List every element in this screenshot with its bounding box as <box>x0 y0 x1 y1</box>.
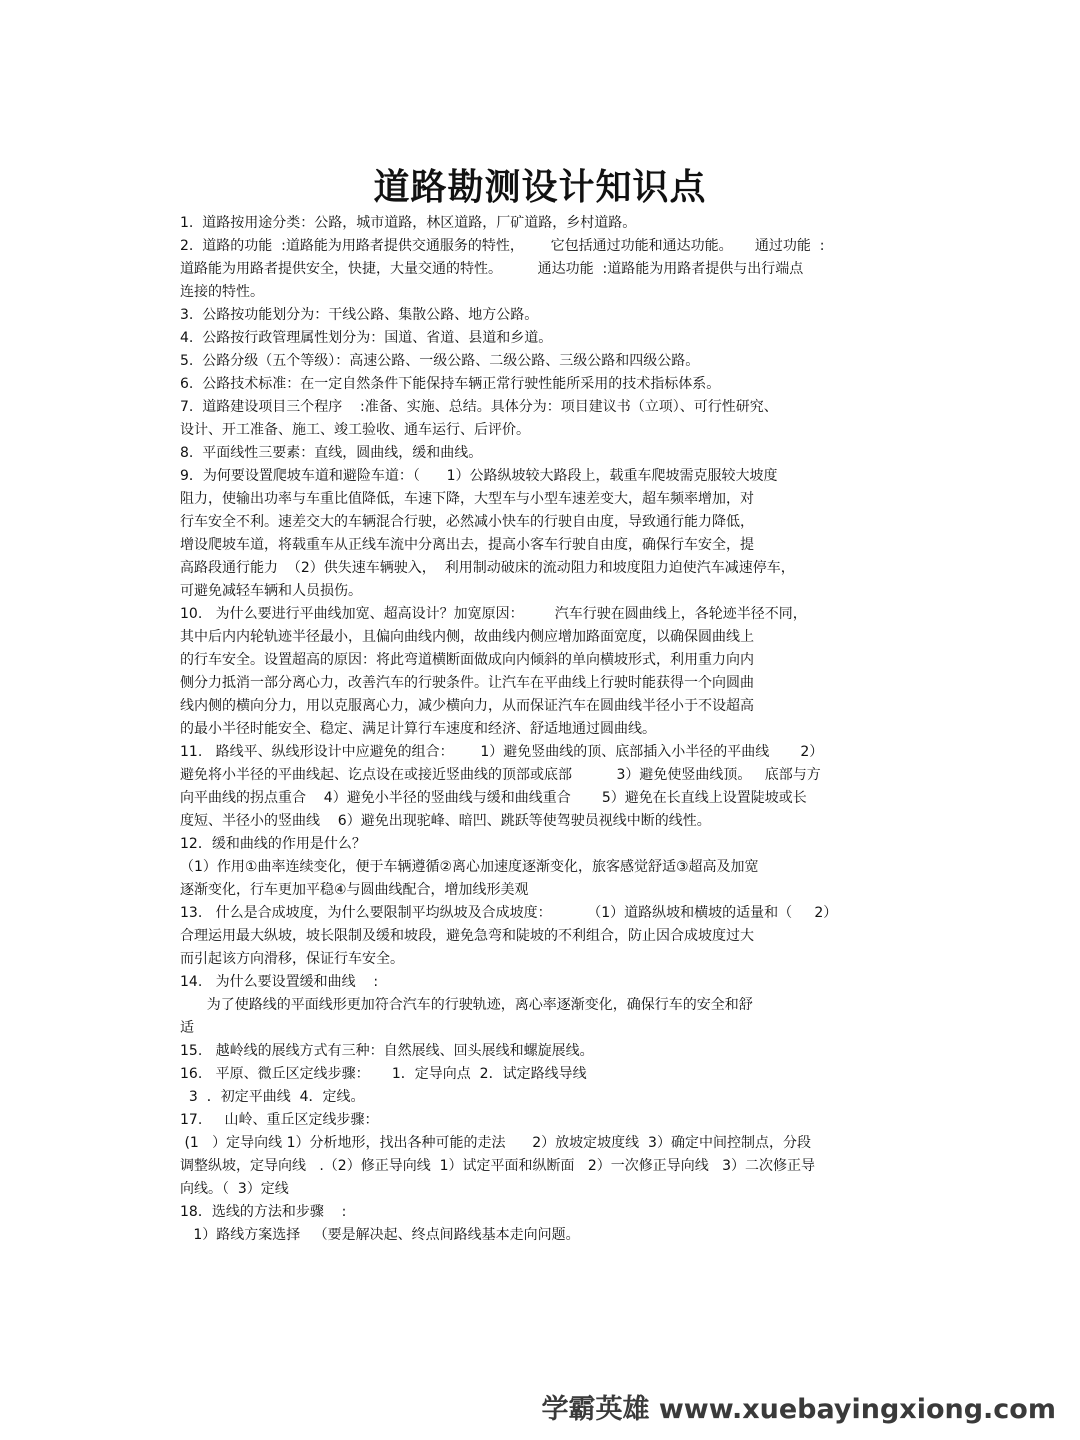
text-line: 11. 路线平、纵线形设计中应避免的组合： 1）避免竖曲线的顶、底部插入小半径的平曲线 2） <box>180 744 824 760</box>
text-line: 连接的特性。 <box>180 284 264 300</box>
text-line: 14. 为什么要设置缓和曲线 : <box>180 974 379 990</box>
page-title: 道路勘测设计知识点 <box>373 167 707 208</box>
text-line: 10. 为什么要进行平曲线加宽、超高设计？加宽原因： 汽车行驶在圆曲线上，各轮迹半径不同， <box>180 606 807 622</box>
text-line: 向平曲线的拐点重合 4）避免小半径的竖曲线与缓和曲线重合 5）避免在长直线上设置陡坡或长 <box>180 790 807 806</box>
text-line: 调整纵坡，定导向线 .（2）修正导向线 1）试定平面和纵断面 2）一次修正导向线 3）二次修正导 <box>180 1158 816 1174</box>
text-line: 可避免减轻车辆和人员损伤。 <box>180 583 362 599</box>
document-body <box>180 212 920 1247</box>
text-line: 18．选线的方法和步骤 : <box>180 1204 347 1220</box>
text-line: 逐渐变化，行车更加平稳④与圆曲线配合，增加线形美观 <box>180 882 529 898</box>
text-line: (1 ）定导向线 1）分析地形，找出各种可能的走法 2）放坡定坡度线 3）确定中间控制点，分段 <box>180 1135 811 1151</box>
text-line: 的行车安全。设置超高的原因：将此弯道横断面做成向内倾斜的单向横坡形式，利用重力向内 <box>180 652 754 668</box>
text-line: 合理运用最大纵坡，坡长限制及缓和坡段，避免急弯和陡坡的不利组合，防止因合成坡度过大 <box>180 928 754 944</box>
text-line: 阻力，使输出功率与车重比值降低，车速下降，大型车与小型车速差变大，超车频率增加，对 <box>180 491 754 507</box>
text-line: 7. 道路建设项目三个程序 :准备、实施、总结。具体分为：项目建议书（立项）、可行性研究、 <box>180 399 778 415</box>
text-line: 设计、开工准备、施工、竣工验收、通车运行、后评价。 <box>180 422 530 438</box>
text-line: 17. 山岭、重丘区定线步骤： <box>180 1112 379 1128</box>
text-line: 而引起该方向滑移，保证行车安全。 <box>180 951 404 967</box>
text-line: 2. 道路的功能 :道路能为用路者提供交通服务的特性， 它包括通过功能和通达功能。 通过功能 : <box>180 238 825 254</box>
text-line: 1）路线方案选择 （要是解决起、终点间路线基本走向问题。 <box>180 1227 580 1243</box>
text-line: 为了使路线的平面线形更加符合汽车的行驶轨迹，离心率逐渐变化，确保行车的安全和舒 <box>180 997 753 1013</box>
text-line: 4. 公路按行政管理属性划分为：国道、省道、县道和乡道。 <box>180 330 553 346</box>
text-line: 1. 道路按用途分类：公路，城市道路，林区道路，厂矿道路，乡村道路。 <box>180 215 637 231</box>
text-line: 道路能为用路者提供安全，快捷，大量交通的特性。 通达功能 :道路能为用路者提供与出行端点 <box>180 261 804 277</box>
text-line: 15. 越岭线的展线方式有三种：自然展线、回头展线和螺旋展线。 <box>180 1043 594 1059</box>
text-line: 16. 平原、微丘区定线步骤： 1．定导向点 2．试定路线导线 <box>180 1066 587 1082</box>
text-line: 行车安全不利。速差交大的车辆混合行驶，必然减小快车的行驶自由度，导致通行能力降低， <box>180 514 754 530</box>
text-line: 增设爬坡车道，将载重车从正线车流中分离出去，提高小客车行驶自由度，确保行车安全，提 <box>180 537 754 553</box>
text-line: 高路段通行能力 （2）供失速车辆驶入， 利用制动破床的流动阻力和坡度阻力迫使汽车减速停车， <box>180 560 795 576</box>
text-line: 3 ．初定平曲线 4．定线。 <box>180 1089 365 1105</box>
text-line: 13. 什么是合成坡度，为什么要限制平均纵坡及合成坡度： （1）道路纵坡和横坡的适量和（ 2） <box>180 905 838 921</box>
text-line: 度短、半径小的竖曲线 6）避免出现驼峰、暗凹、跳跃等使驾驶员视线中断的线性。 <box>180 813 711 829</box>
text-line: 向线。（ 3）定线 <box>180 1181 289 1197</box>
text-line: 的最小半径时能安全、稳定、满足计算行车速度和经济、舒适地通过圆曲线。 <box>180 721 656 737</box>
text-line: 避免将小半径的平曲线起、讫点设在或接近竖曲线的顶部或底部 3）避免使竖曲线顶。 底部与方 <box>180 767 821 783</box>
text-line: 侧分力抵消一部分离心力，改善汽车的行驶条件。让汽车在平曲线上行驶时能获得一个向圆曲 <box>180 675 754 691</box>
site-watermark: 学霸英雄 www.xuebayingxiong.com <box>541 1394 1056 1425</box>
text-line: 12．缓和曲线的作用是什么？ <box>180 836 366 852</box>
text-line: 3. 公路按功能划分为：干线公路、集散公路、地方公路。 <box>180 307 539 323</box>
text-line: 8. 平面线性三要素：直线，圆曲线，缓和曲线。 <box>180 445 483 461</box>
text-line: 9．为何要设置爬坡车道和避险车道：（ 1）公路纵坡较大路段上，载重车爬坡需克服较大坡度 <box>180 468 778 484</box>
text-line: 适 <box>180 1020 194 1036</box>
text-line: 其中后内内轮轨迹半径最小，且偏向曲线内侧，故曲线内侧应增加路面宽度，以确保圆曲线上 <box>180 629 754 645</box>
text-line: （1）作用①曲率连续变化，便于车辆遵循②离心加速度逐渐变化，旅客感觉舒适③超高及加宽 <box>180 859 759 875</box>
text-line: 5. 公路分级（五个等级）：高速公路、一级公路、二级公路、三级公路和四级公路。 <box>180 353 700 369</box>
text-line: 6. 公路技术标准：在一定自然条件下能保持车辆正常行驶性能所采用的技术指标体系。 <box>180 376 721 392</box>
text-line: 线内侧的横向分力，用以克服离心力，减少横向力，从而保证汽车在圆曲线半径小于不设超高 <box>180 698 754 714</box>
